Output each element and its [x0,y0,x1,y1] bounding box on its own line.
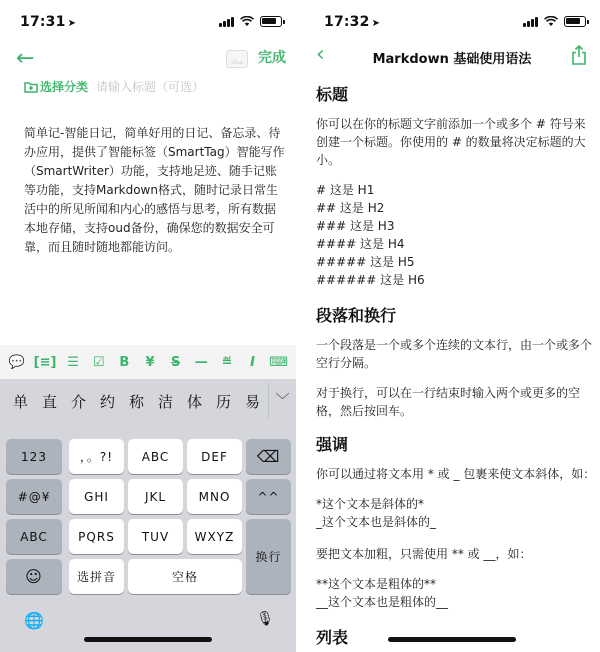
done-button[interactable]: 完成 [258,50,286,66]
paragraph: 你可以在你的标题文字前添加一个或多个 # 符号来创建一个标题。你使用的 # 的数量将决定标题的大小。 [316,117,586,167]
code-line: ## 这是 H2 [316,201,385,215]
category-label: 选择分类 [40,80,89,94]
battery-icon [260,16,282,27]
globe-icon[interactable]: 🌐 [24,611,44,630]
key-tuv[interactable]: TUV [128,519,183,554]
code-line: ###### 这是 H6 [316,273,425,287]
candidate[interactable]: 单 [12,392,28,411]
key-pqrs[interactable]: PQRS [69,519,124,554]
candidate-bar [0,379,296,423]
wifi-icon [240,16,254,27]
image-icon[interactable] [226,50,248,68]
status-time: 17:31 ➤ [20,14,77,30]
status-bar [0,0,296,44]
microphone-icon[interactable]: 🎙 [256,611,274,627]
candidate[interactable]: 易 [244,392,260,411]
backspace-key[interactable]: ⌫ [246,439,291,474]
section-heading: 列表 [316,628,349,647]
code-line: *这个文本是斜体的* [316,497,425,511]
code-line: ### 这是 H3 [316,219,395,233]
divider-button[interactable]: — [194,354,208,370]
emoji-key[interactable]: ☺ [6,559,62,594]
code-block [316,181,596,289]
paragraph: 要把文本加粗，只需使用 ** 或 __，如： [316,547,532,561]
key-kaomoji[interactable]: ^^ [246,479,291,514]
key-wxyz[interactable]: WXYZ [187,519,242,554]
markdown-guide-screen [304,0,600,652]
space-key[interactable]: 空格 [128,559,242,594]
candidate[interactable]: 直 [41,392,57,411]
smart-tag-icon[interactable]: [≡] [33,354,57,370]
candidate[interactable]: 介 [70,392,86,411]
enter-key[interactable]: 换行 [246,519,291,594]
location-icon: ➤ [371,18,381,29]
signal-icon [523,17,538,27]
code-line: **这个文本是粗体的** [316,577,437,591]
home-indicator [84,637,212,642]
key-mno[interactable]: MNO [187,479,242,514]
paragraph: 你可以通过将文本用 * 或 _ 包裹来使文本斜体，如： [316,467,596,481]
heading-button[interactable]: ≝ [221,354,233,370]
code-block [316,575,596,611]
page-title: Markdown 基础使用语法 [372,52,532,67]
editor-screen [0,0,296,652]
format-toolbar [0,345,296,379]
back-arrow-icon[interactable]: ← [16,46,35,71]
code-line: _这个文本也是斜体的_ [316,515,437,529]
back-chevron-icon[interactable]: ‹ [316,42,325,67]
wifi-icon [544,16,558,27]
key-punct[interactable]: ，。?! [69,439,124,474]
share-icon[interactable] [570,44,588,66]
section-heading: 强调 [316,435,349,454]
code-line: # 这是 H1 [316,183,375,197]
key-abc-mode[interactable]: ABC [6,519,62,554]
category-selector[interactable] [24,78,88,95]
home-indicator [388,637,516,642]
location-icon: ➤ [67,18,77,29]
signal-icon [219,17,234,27]
candidate[interactable]: 历 [215,392,231,411]
key-symbols[interactable]: #@¥ [6,479,62,514]
key-def[interactable]: DEF [187,439,242,474]
key-123[interactable]: 123 [6,439,62,474]
keyboard [0,379,296,652]
strikethrough-button[interactable]: S [170,354,181,370]
key-choose-pinyin[interactable]: 选拼音 [69,559,124,594]
candidate[interactable]: 约 [99,392,115,411]
currency-icon[interactable]: ¥ [145,354,155,370]
candidate[interactable]: 体 [186,392,202,411]
keyboard-icon[interactable]: ⌨ [269,354,288,370]
bold-button[interactable]: B [119,354,130,370]
list-icon[interactable]: ☰ [67,354,79,370]
section-heading: 标题 [316,85,349,104]
chevron-down-icon[interactable]: ﹀ [268,383,296,419]
key-abc[interactable]: ABC [128,439,183,474]
paragraph: 对于换行，可以在一行结束时输入两个或更多的空格，然后按回车。 [316,386,581,418]
status-time: 17:32 ➤ [324,14,381,30]
nav-bar [304,44,600,68]
code-line: ##### 这是 H5 [316,255,415,269]
italic-button[interactable]: I [250,354,255,370]
code-line: #### 这是 H4 [316,237,405,251]
key-jkl[interactable]: JKL [128,479,183,514]
category-row [24,78,204,95]
chat-icon[interactable]: 💬 [8,354,26,370]
title-input[interactable]: 请输入标题（可选） [96,80,205,94]
status-bar [304,0,600,44]
candidate[interactable]: 称 [128,392,144,411]
markdown-content [316,82,596,652]
candidate[interactable]: 洁 [157,392,173,411]
paragraph: 一个段落是一个或多个连续的文本行，由一个或多个空行分隔。 [316,338,593,370]
checkbox-icon[interactable]: ☑ [92,354,105,370]
code-block [316,495,596,531]
battery-icon [564,16,586,27]
note-body-editor[interactable]: 简单记-智能日记，简单好用的日记、备忘录、待办应用，提供了智能标签（SmartTag）智能写作（SmartWriter）功能，支持地足迹、随手记账等功能，支持Markdown格式，随时记录日常生活中的所见所闻和内心的感悟与思考，所有数据本地存储，支持oud备份，确保您的数据安全可靠，而且随时随地都能访问。 [24,126,285,254]
folder-icon [24,81,38,93]
code-line: __这个文本也是粗体的__ [316,595,449,609]
key-ghi[interactable]: GHI [69,479,124,514]
section-heading: 段落和换行 [316,306,397,325]
